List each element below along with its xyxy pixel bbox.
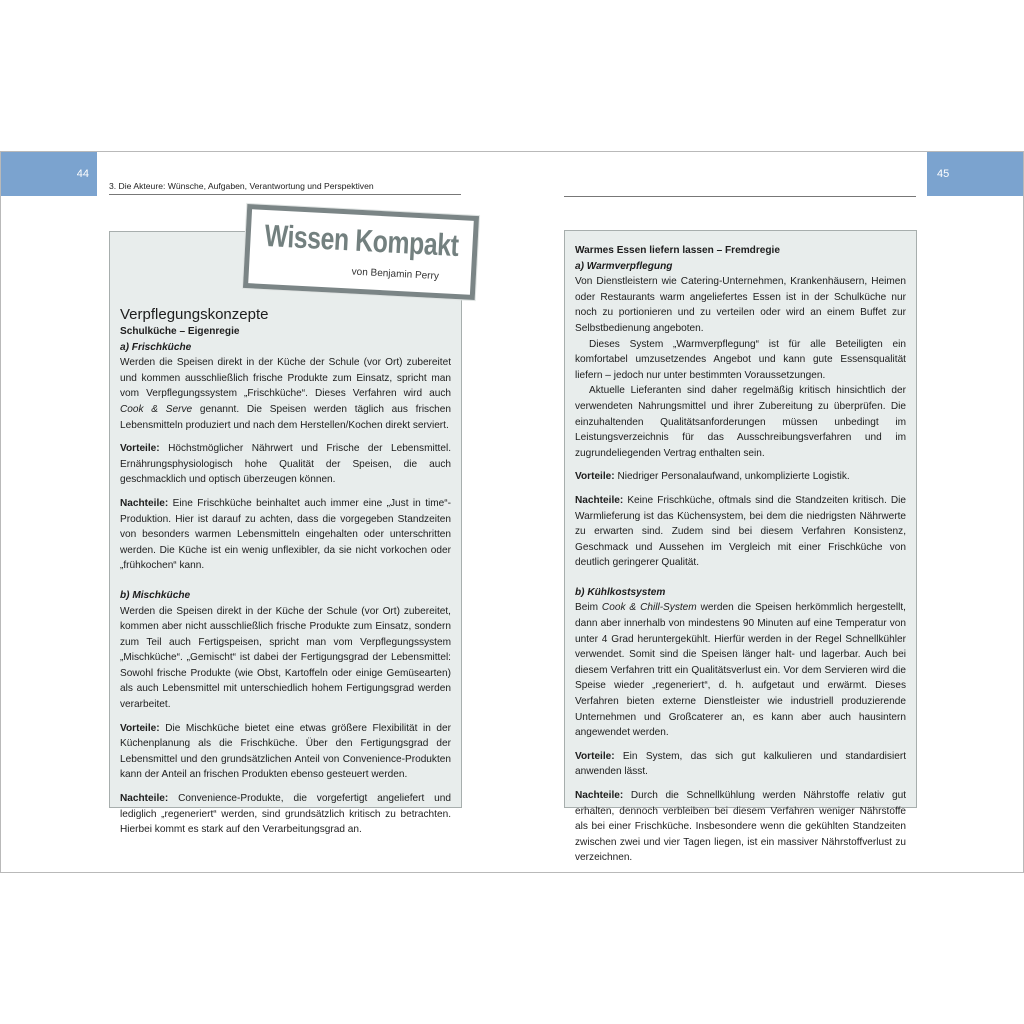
subsection-heading: Warmes Essen liefern lassen – Fremdregie (575, 245, 780, 256)
stamp-byline: von Benjamin Perry (351, 266, 440, 283)
paragraph: Von Dienstleistern wie Catering-Unternehmen, Krankenhäusern, Heimen oder Restaurants warm angeliefertes Essen ist in der Schulküche nur noch zu portionieren und zu verteilen oder wird an einem Buffet zur Selbstbedienung angeboten. (575, 276, 906, 334)
running-head: 3. Die Akteure: Wünsche, Aufgaben, Verantwortung und Perspektiven (109, 181, 461, 195)
subsection-heading-a: a) Warmverpflegung (575, 260, 673, 272)
paragraph: Werden die Speisen direkt in der Küche der Schule (vor Ort) zubereitet, kommen aber nicht ausschließlich frische Produkte zum Einsatz, sondern zum Teil auch Fertigspeisen, spricht man vom Verpflegungssystem „Mischküche“. „Gemischt“ ist dabei der Fertigungsgrad der Lebensmittel: Sowohl frische Produkte (wie Obst, Kartoffeln oder einige Gemüsearten) als auch Lebensmittel mit unterschiedlich hohem Fertigungsgrad werden verarbeitet. (120, 605, 451, 711)
section-title: Verpflegungskonzepte (120, 306, 269, 323)
subsection-heading-b: b) Kühlkostsystem (575, 586, 666, 598)
info-box-left (109, 231, 462, 836)
advantages-paragraph: Vorteile: Niedriger Personalaufwand, unkomplizierte Logistik. (575, 471, 850, 483)
subsection-heading-b: b) Mischküche (120, 589, 191, 601)
advantages-paragraph: Vorteile: Höchstmöglicher Nährwert und Frische der Lebensmittel. Ernährungsphysiologisch hohe Qualität der Speisen, die auch geschmacklich und optisch überzeugen können. (120, 443, 451, 486)
running-head-rule-right (564, 196, 916, 197)
subsection-heading: Schulküche – Eigenregie (120, 326, 240, 337)
page-number-right: 45 (927, 152, 1023, 196)
stamp-title: Wissen Kompakt (263, 217, 460, 264)
paragraph: Beim Cook & Chill-System werden die Speisen herkömmlich hergestellt, dann aber innerhalb von mindestens 90 Minuten auf eine Temperatur von unter 4 Grad heruntergekühlt. Hierfür werden in der Regel Schnellkühler verwendet. Somit sind die Speisen länger halt- und lagerbar. Auch bei diesem Verfahren tritt ein Qualitätsverlust ein. Vor dem Servieren wird die Speise wieder „regeneriert“, d. h. aufgetaut und erwärmt. Dieses Verfahren bieten externe Dienstleister wie industriell produzierende Unternehmen und Großcaterer an, es kann aber auch hausintern angewendet werden. (575, 602, 906, 739)
paragraph: Werden die Speisen direkt in der Küche der Schule (vor Ort) zubereitet und kommen ausschließlich frische Produkte zum Einsatz, spricht man vom Verpflegungssystem „Frischküche“. Dieses Verfahren wird auch Cook & Serve genannt. Die Speisen werden täglich aus frischen Lebensmitteln produziert und nach dem Herstellen/Kochen direkt serviert. (120, 357, 451, 431)
info-box-right (564, 230, 917, 864)
paragraph: Dieses System „Warmverpflegung“ ist für alle Beteiligten ein komfortabel umzusetzendes Angebot und kann gute Essensqualität liefern – jedoch nur unter bestimmten Voraussetzungen. (575, 338, 906, 381)
disadvantages-paragraph: Nachteile: Convenience-Produkte, die vorgefertigt angeliefert und lediglich „regeneriert“ werden, sind grundsätzlich kritisch zu betrachten. Hierbei kommt es stark auf den Verarbeitungsgrad an. (120, 793, 451, 836)
advantages-paragraph: Vorteile: Die Mischküche bietet eine etwas größere Flexibilität in der Küchenplanung als die Frischküche. Über den Fertigungsgrad der Lebensmittel und den grundsätzlichen Anteil von Convenience-Produkten kann der Anteil an frischen Produkten ebenso gesteuert werden. (120, 722, 451, 781)
page-number-left: 44 (1, 152, 97, 196)
disadvantages-paragraph: Nachteile: Durch die Schnellkühlung werden Nährstoffe relativ gut erhalten, dennoch verbleiben bei diesem Verfahren weniger Nährstoffe als bei einer Frischküche. Insbesondere wenn die gekühlten Standzeiten zwischen zwei und vier Tagen liegen, ist ein massiver Nährstoffverlust zu verzeichnen. (575, 790, 906, 864)
paragraph: Aktuelle Lieferanten sind daher regelmäßig kritisch hinsichtlich der verwendeten Nahrungsmittel und ihrer Zubereitung zu überprüfen. Die einzuhaltenden Qualitätsanforderungen müssen unbedingt im Leistungsverzeichnis für das Ausschreibungsverfahren und im zugrundeliegenden Vertrag enthalten sein. (575, 385, 906, 459)
disadvantages-paragraph: Nachteile: Eine Frischküche beinhaltet auch immer eine „Just in time“-Produktion. Hier ist darauf zu achten, dass die vorgegeben Standzeiten von besonders warmen Lebensmitteln eingehalten oder unterschritten werden. Die Küche ist ein wenig unflexibler, da sie nicht vorkochen oder „frühkochen“ kann. (120, 497, 451, 572)
subsection-heading-a: a) Frischküche (120, 341, 192, 353)
disadvantages-paragraph: Nachteile: Keine Frischküche, oftmals sind die Standzeiten kritisch. Die Warmlieferung ist das Küchensystem, bei dem die niedrigsten Nährwerte zu erwarten sind. Zudem sind bei diesem Verfahren Konsistenz, Geschmack und Aussehen im Vergleich mit einer Frischküche von deutlich geringerer Qualität. (575, 494, 906, 569)
advantages-paragraph: Vorteile: Ein System, das sich gut kalkulieren und standardisiert anwenden lässt. (575, 750, 906, 778)
wissen-kompakt-stamp (243, 204, 479, 300)
book-spread (0, 151, 1024, 873)
